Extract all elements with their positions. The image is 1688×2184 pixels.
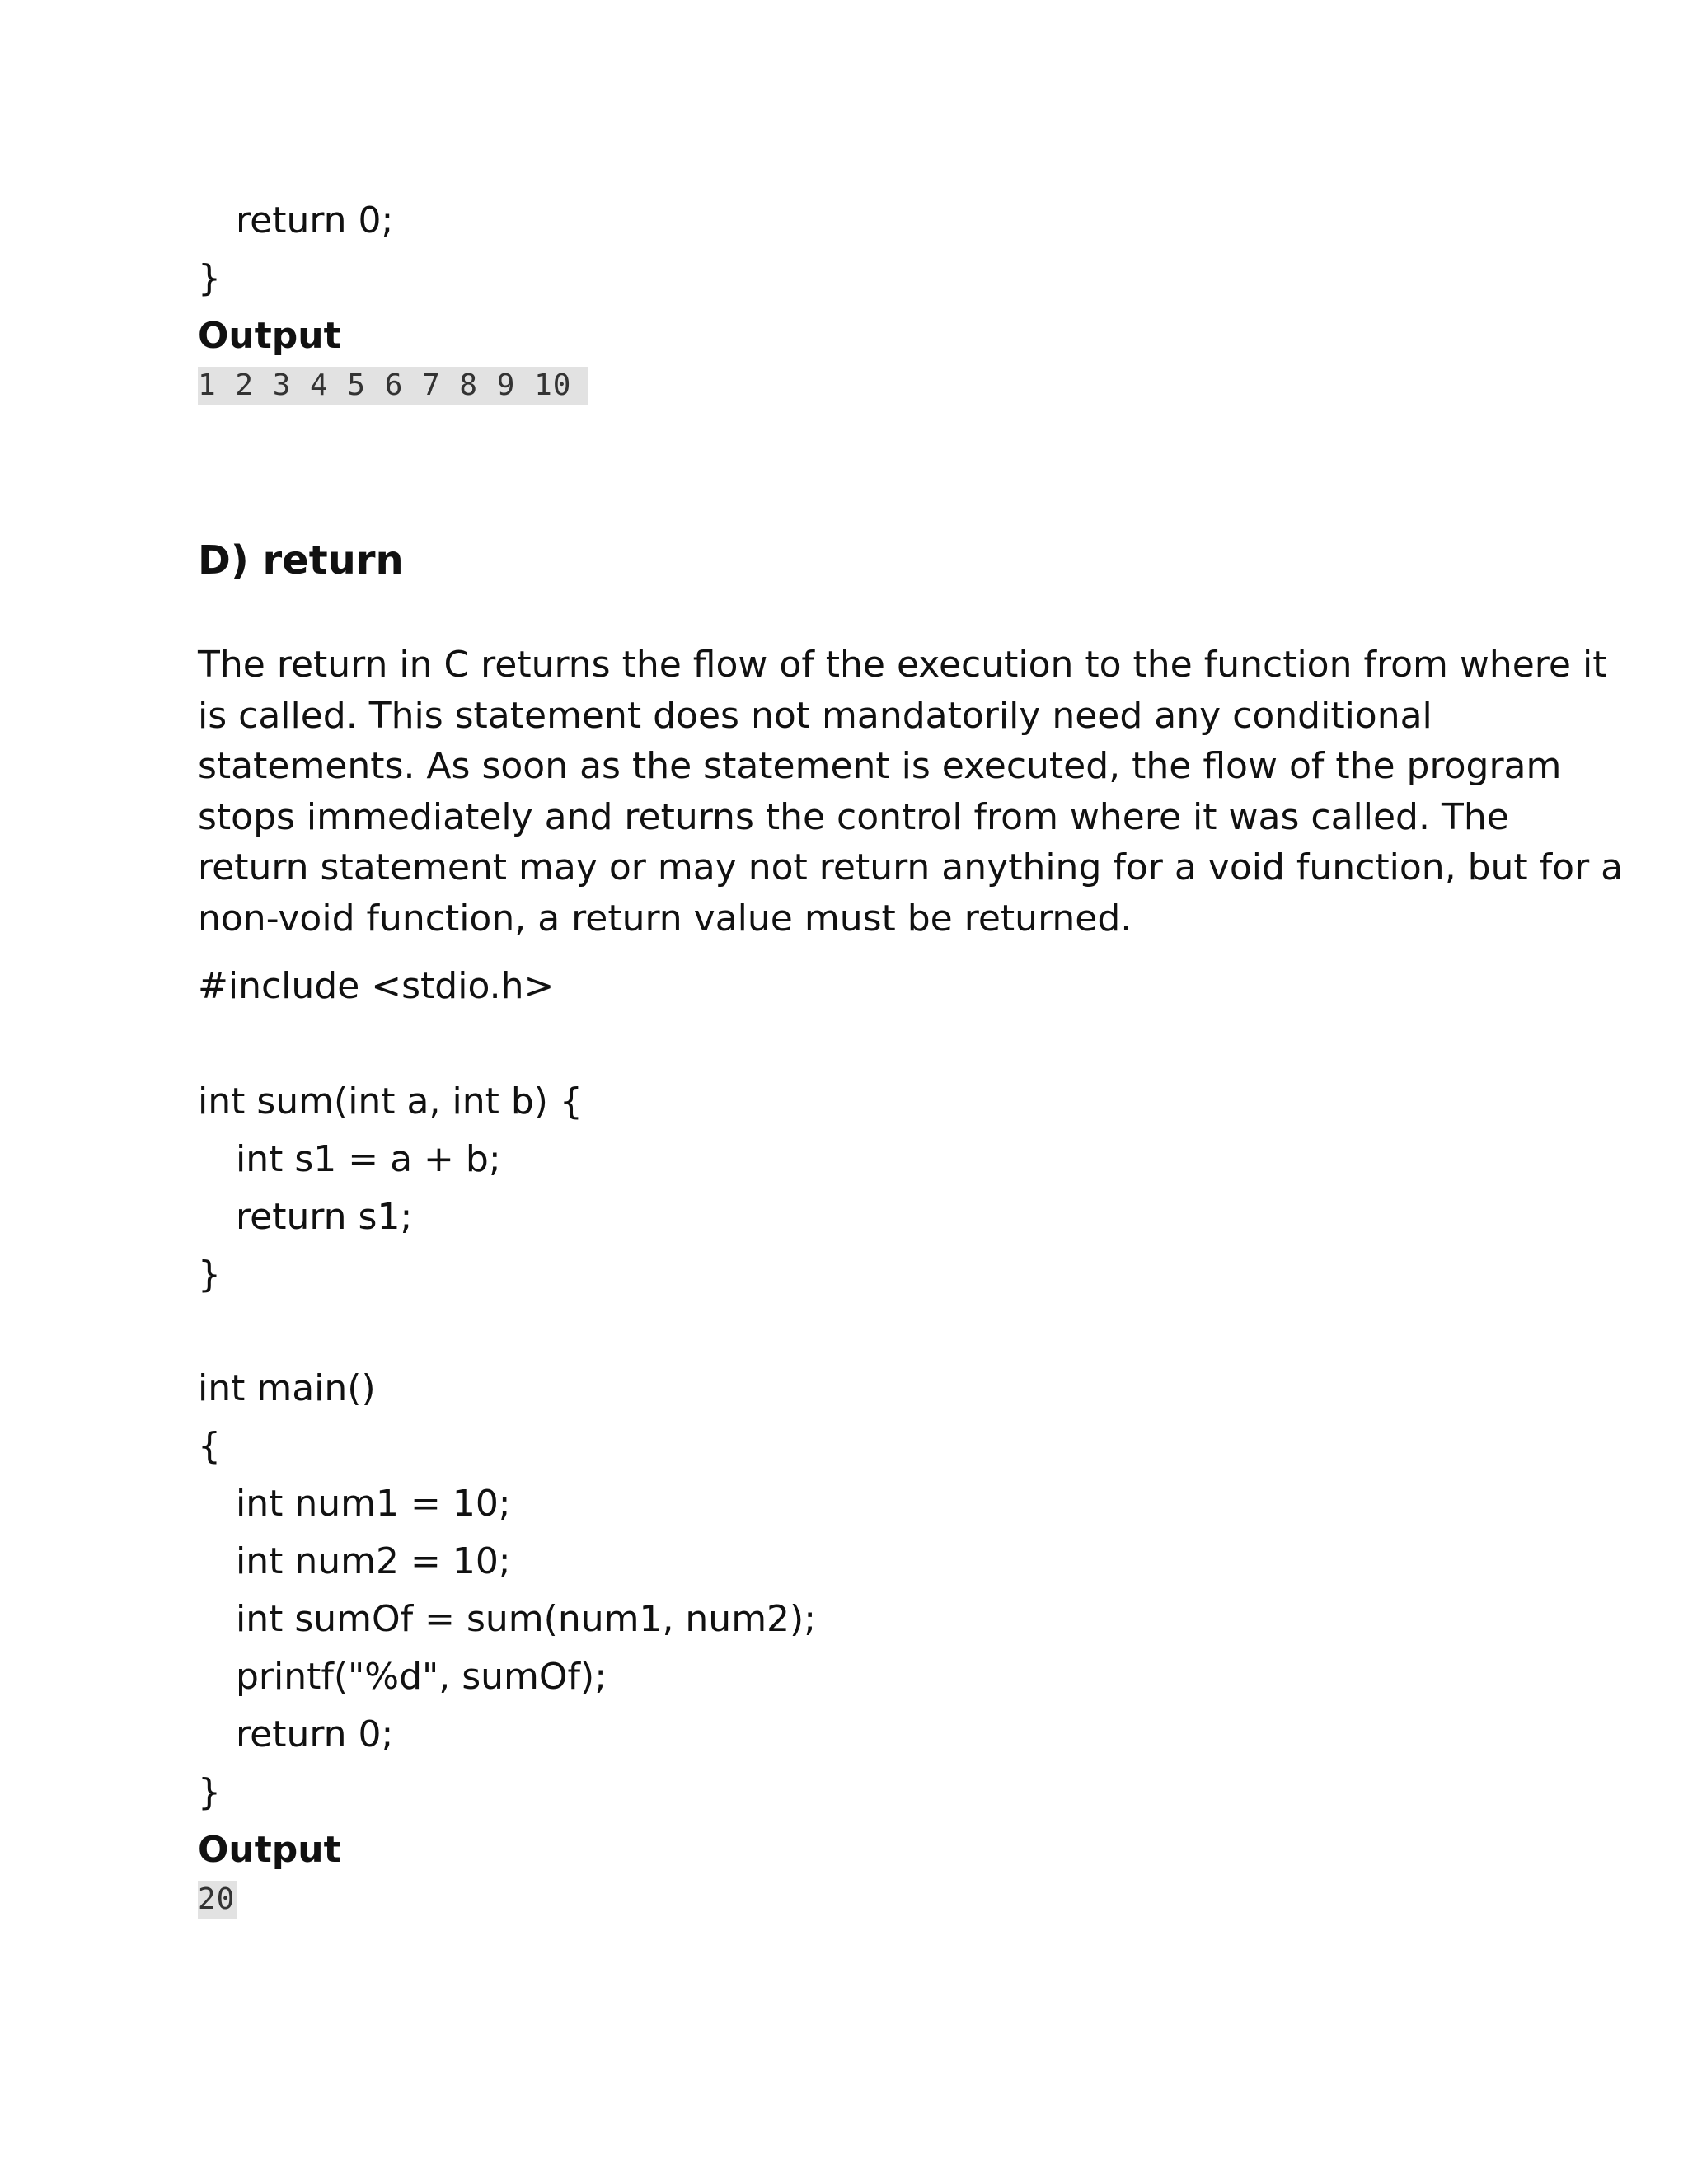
code-line-main-num1: int num1 = 10;: [236, 1483, 511, 1525]
code-line-close-brace: }: [198, 257, 221, 299]
code-line-return: return 0;: [236, 199, 394, 241]
code-line-main-num2: int num2 = 10;: [236, 1540, 511, 1582]
code-line-sum-return: return s1;: [236, 1196, 413, 1238]
code-line-main-return: return 0;: [236, 1713, 394, 1755]
paragraph-line: statements. As soon as the statement is executed, the flow of the program: [198, 745, 1562, 787]
paragraph-line: non-void function, a return value must be returned.: [198, 897, 1132, 940]
code-line-main-close: }: [198, 1771, 221, 1813]
section-heading: D) return: [198, 537, 404, 583]
code-line-include: #include <stdio.h>: [198, 965, 555, 1007]
output-value: 1 2 3 4 5 6 7 8 9 10: [198, 367, 588, 405]
output-label: Output: [198, 1829, 341, 1871]
output-value: 20: [198, 1881, 237, 1919]
paragraph-line: The return in C returns the flow of the execution to the function from where it: [198, 644, 1607, 686]
output-label: Output: [198, 315, 341, 357]
paragraph-line: is called. This statement does not mandatorily need any conditional: [198, 694, 1432, 737]
paragraph-line: return statement may or may not return anything for a void function, but for a: [198, 846, 1624, 888]
code-line-sum-close: }: [198, 1254, 221, 1296]
description-paragraph: [198, 640, 1624, 944]
code-line-main-open: {: [198, 1425, 221, 1467]
code-line-sum-body: int s1 = a + b;: [236, 1138, 501, 1180]
paragraph-line: stops immediately and returns the control from where it was called. The: [198, 795, 1509, 838]
code-line-main-signature: int main(): [198, 1367, 376, 1409]
code-line-main-sumof: int sumOf = sum(num1, num2);: [236, 1598, 817, 1640]
code-line-main-printf: printf("%d", sumOf);: [236, 1656, 607, 1698]
code-line-sum-signature: int sum(int a, int b) {: [198, 1080, 583, 1122]
